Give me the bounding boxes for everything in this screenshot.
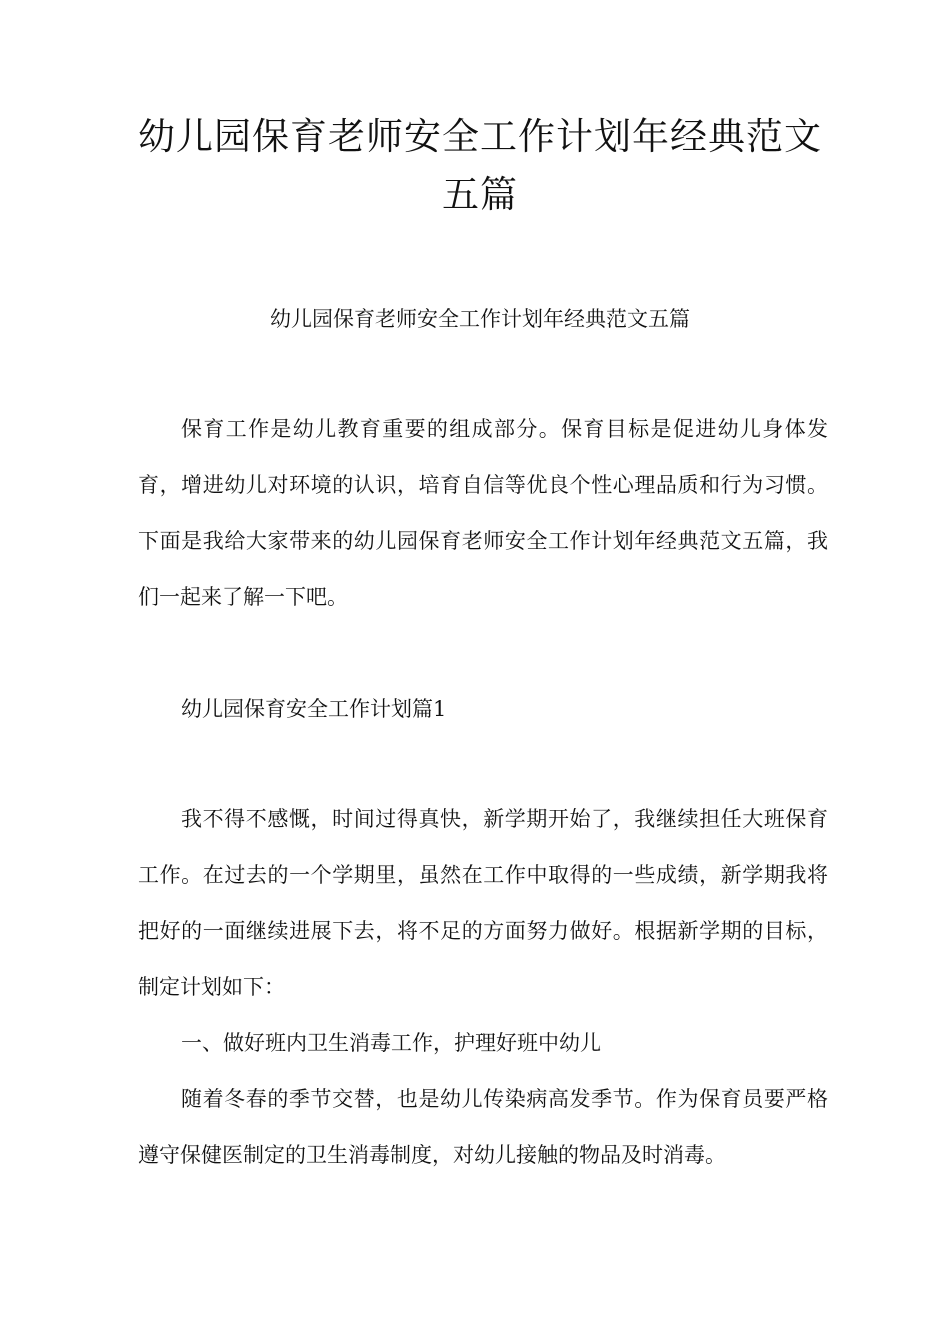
document-subtitle: 幼儿园保育老师安全工作计划年经典范文五篇 [270,307,690,331]
intro-paragraph: 保育工作是幼儿教育重要的组成部分。保育目标是促进幼儿身体发育，增进幼儿对环境的认识，培育自信等优良个性心理品质和行为习惯。下面是我给大家带来的幼儿园保育老师安全工作计划年经典范文五篇，我们一起来了解一下吧。 [138,417,828,609]
item-paragraph: 随着冬春的季节交替，也是幼儿传染病高发季节。作为保育员要严格遵守保健医制定的卫生消毒制度，对幼儿接触的物品及时消毒。 [138,1087,828,1167]
section-heading: 幼儿园保育安全工作计划篇1 [181,697,447,721]
item-heading: 一、做好班内卫生消毒工作，护理好班中幼儿 [181,1031,601,1055]
document-title: 幼儿园保育老师安全工作计划年经典范文五篇 [138,115,822,216]
section-paragraph: 我不得不感慨，时间过得真快，新学期开始了，我继续担任大班保育工作。在过去的一个学期里，虽然在工作中取得的一些成绩，新学期我将把好的一面继续进展下去，将不足的方面努力做好。根据新学期的目标，制定计划如下： [138,807,828,999]
